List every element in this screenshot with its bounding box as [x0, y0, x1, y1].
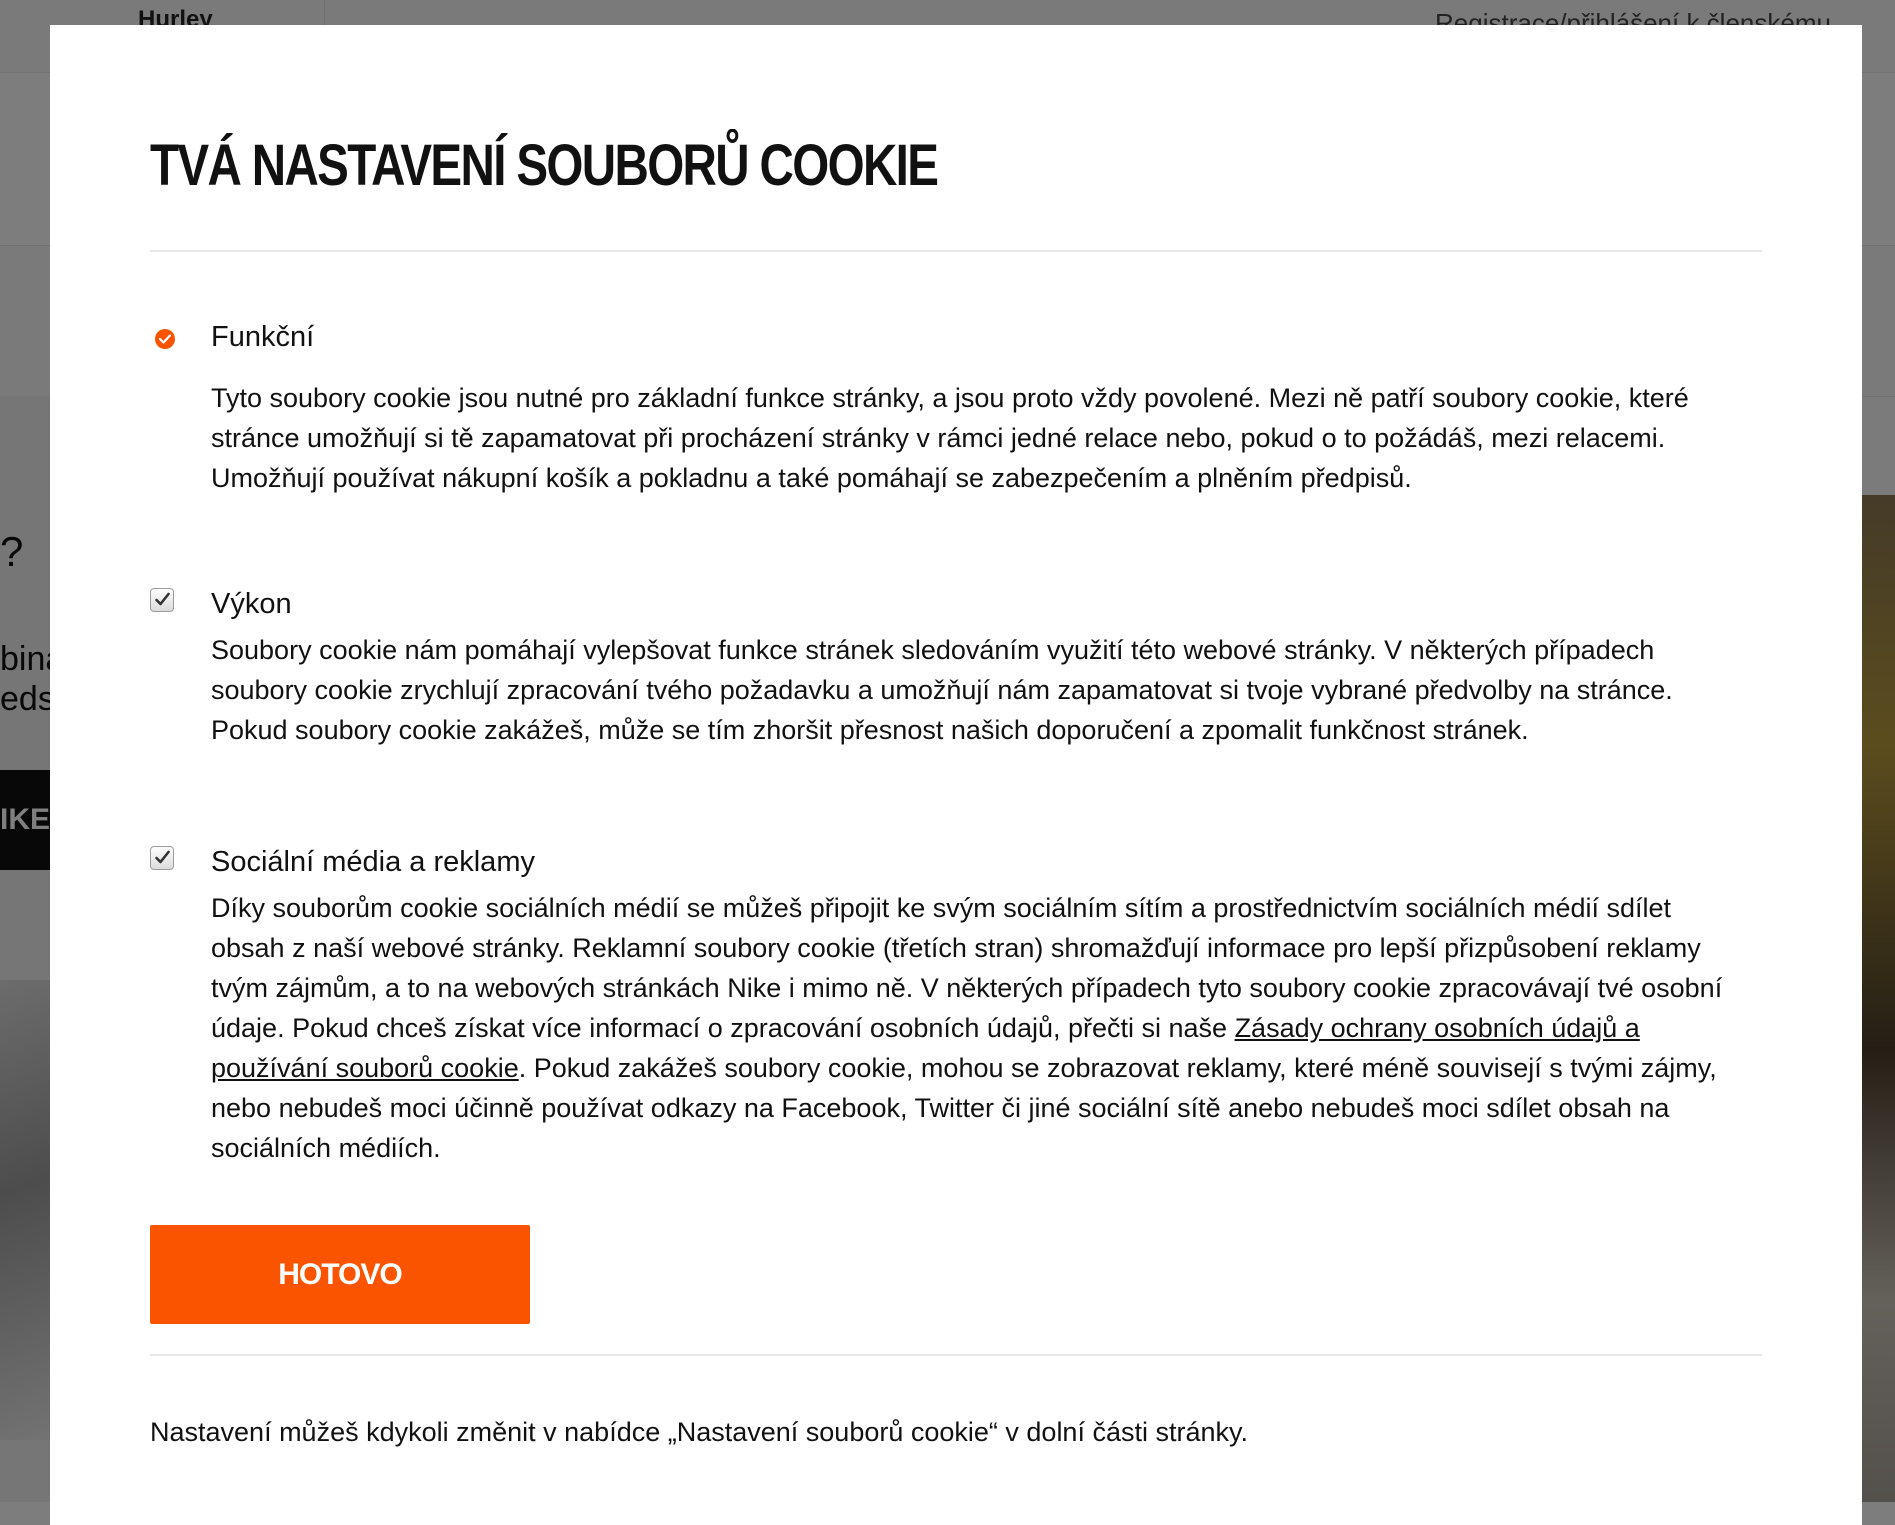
- section-description: Tyto soubory cookie jsou nutné pro základní funkce stránky, a jsou proto vždy povolené. Mezi ně patří soubory cookie, které stránce umožňují si tě zapamatovat při procházení stránky v rámci jedné relace nebo, pokud o to požádáš, mezi relacemi. Umožňují používat nákupní košík a pokladnu a také pomáhají se zabezpečením a plněním předpisů.: [211, 383, 1689, 493]
- cookie-settings-modal: [50, 25, 1862, 1525]
- footer-divider: [150, 1354, 1762, 1356]
- section-heading: Výkon: [211, 588, 292, 620]
- title-divider: [150, 250, 1762, 252]
- section-heading: Funkční: [211, 321, 315, 353]
- section-description: [211, 888, 1731, 1168]
- checkmark-icon: [154, 591, 171, 608]
- always-enabled-check-icon: [155, 329, 175, 349]
- social-ads-checkbox[interactable]: [150, 846, 174, 870]
- privacy-policy-link[interactable]: Zásady ochrany osobních údajů a používání souborů cookie: [211, 1013, 1640, 1083]
- description-text: Díky souborům cookie sociálních médií se můžeš připojit ke svým sociálním sítím a prostřednictvím sociálních médií sdílet obsah z naší webové stránky. Reklamní soubory cookie (třetích stran) shromažďují informace pro lepší přizpůsobení reklamy tvým zájmům, a to na webových stránkách Nike i mimo ně. V některých případech tyto soubory cookie zpracovávají tvé osobní údaje. Pokud chceš získat více informací o zpracování osobních údajů, přečti si naše: [211, 893, 1723, 1043]
- section-heading: Sociální média a reklamy: [211, 846, 535, 878]
- description-text: . Pokud zakážeš soubory cookie, mohou se zobrazovat reklamy, které méně souvisejí s tvými zájmy, nebo nebudeš moci účinně používat odkazy na Facebook, Twitter či jiné sociální sítě anebo nebudeš moci sdílet obsah na sociálních médiích.: [211, 1053, 1717, 1163]
- modal-title: TVÁ NASTAVENÍ SOUBORŮ COOKIE: [150, 133, 938, 198]
- done-button[interactable]: HOTOVO: [150, 1225, 530, 1324]
- section-description: Soubory cookie nám pomáhají vylepšovat funkce stránek sledováním využití této webové stránky. V některých případech soubory cookie zrychlují zpracování tvého požadavku a umožňují nám zapamatovat si tvoje vybrané předvolby na stránce. Pokud soubory cookie zakážeš, může se tím zhoršit přesnost našich doporučení a zpomalit funkčnost stránek.: [211, 635, 1673, 745]
- performance-checkbox[interactable]: [150, 588, 174, 612]
- checkmark-icon: [154, 849, 171, 866]
- settings-footer-note: Nastavení můžeš kdykoli změnit v nabídce „Nastavení souborů cookie“ v dolní části stránky.: [150, 1417, 1248, 1447]
